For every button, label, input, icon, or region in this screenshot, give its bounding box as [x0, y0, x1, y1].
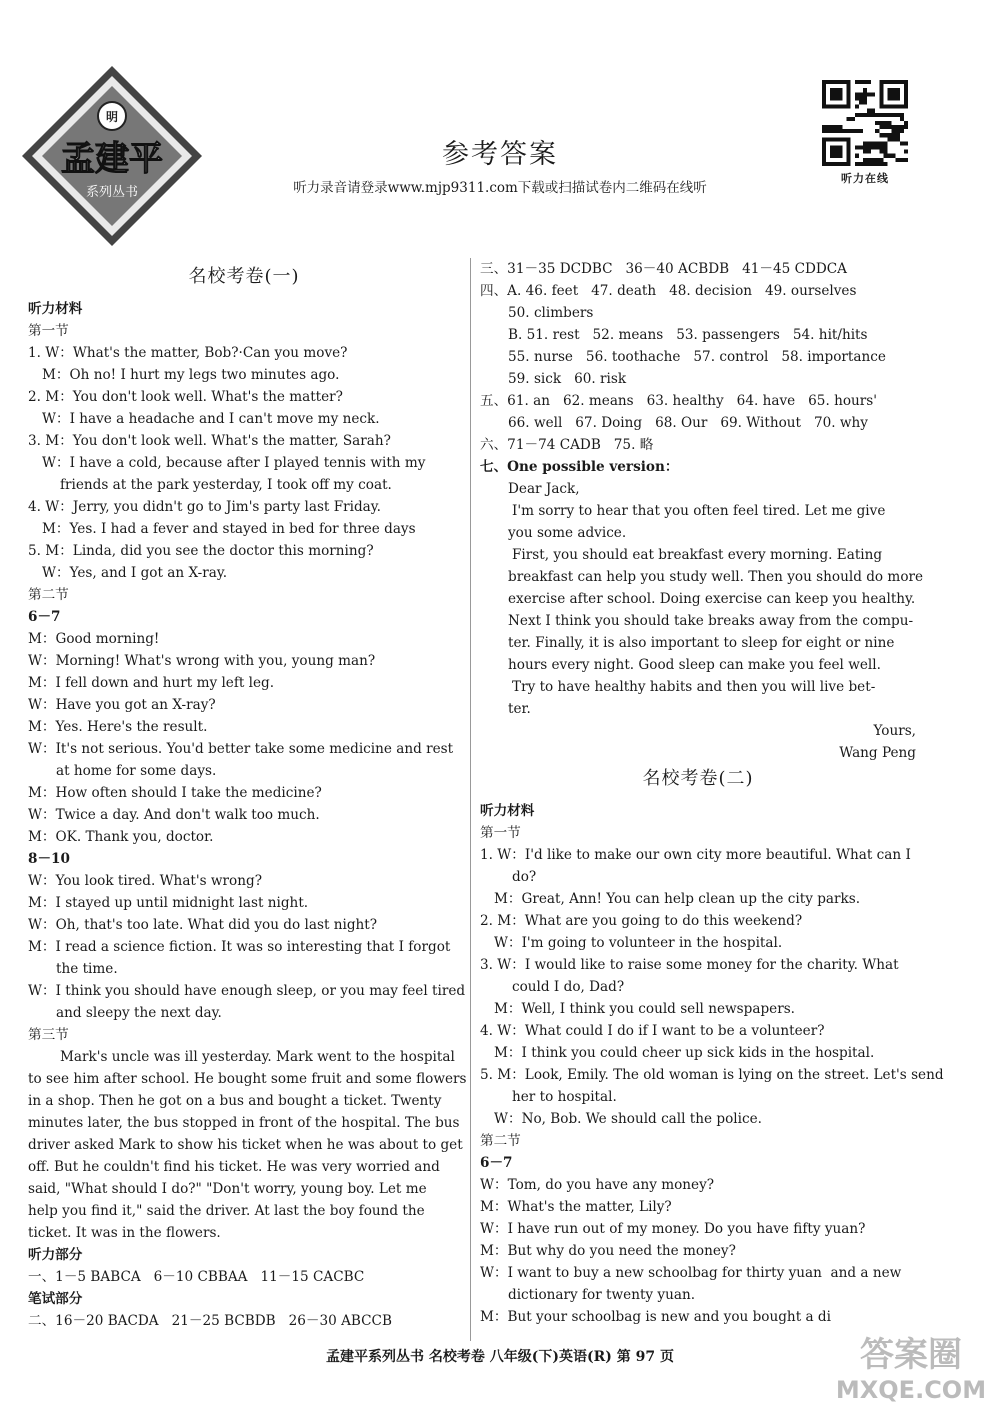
text-line: 5. M：Look, Emily. The old woman is lying on the street. Let's send — [480, 1067, 944, 1083]
text-line: W：Have you got an X-ray? — [28, 697, 216, 713]
page-footer: 孟建平系列丛书 名校考卷 八年级(下)英语(R) 第 97 页 — [326, 1349, 674, 1365]
text-line: W：Tom, do you have any money? — [480, 1177, 715, 1193]
text-line: in a shop. Then he got on a bus and bought a ticket. Twenty — [28, 1093, 442, 1109]
text-line: 第三节 — [28, 1027, 69, 1043]
text-line: friends at the park yesterday, I took off my coat. — [60, 477, 392, 493]
text-line: to see him after school. He bought some fruit and some flowers — [28, 1071, 467, 1087]
text-line: W：I want to buy a new schoolbag for thirty yuan and a new — [480, 1265, 902, 1281]
publisher-logo — [18, 62, 206, 250]
text-line: off. But he couldn't find his ticket. He was very worried and — [28, 1159, 440, 1175]
column-divider — [470, 258, 471, 1341]
text-line: I'm sorry to hear that you often feel tired. Let me give — [512, 503, 886, 519]
text-line: 4. W：What could I do if I want to be a volunteer? — [480, 1023, 825, 1039]
text-line: 3. W：I would like to raise some money for the charity. What — [480, 957, 899, 973]
text-line: W：I have run out of my money. Do you have fifty yuan? — [480, 1221, 866, 1237]
text-line: First, you should eat breakfast every morning. Eating — [512, 547, 883, 563]
text-line: Wang Peng — [839, 745, 916, 761]
audio-notice: 听力录音请登录www.mjp9311.com下载或扫描试卷内二维码在线听 — [293, 180, 707, 196]
text-line: 三、31－35 DCDBC 36－40 ACBDB 41－45 CDDCA — [480, 261, 847, 277]
text-line: W：No, Bob. We should call the police. — [494, 1111, 762, 1127]
text-line: 六、71－74 CADB 75. 略 — [480, 437, 654, 453]
text-line: 4. W：Jerry, you didn't go to Jim's party last Friday. — [28, 499, 381, 515]
text-line: M：I fell down and hurt my left leg. — [28, 675, 275, 691]
text-line: M：Good morning! — [28, 631, 160, 647]
text-line: 四、A. 46. feet 47. death 48. decision 49. ourselves — [480, 283, 857, 299]
text-line: W：I'm going to volunteer in the hospital. — [494, 935, 783, 951]
text-line: the time. — [56, 961, 118, 977]
text-line: 1. W：What's the matter, Bob?·Can you move? — [28, 345, 348, 361]
text-line: 五、61. an 62. means 63. healthy 64. have 65. hours' — [480, 393, 878, 409]
svg-text:MXQE.COM: MXQE.COM — [835, 1376, 987, 1404]
watermark-logo — [826, 1326, 996, 1406]
text-line: Mark's uncle was ill yesterday. Mark went to the hospital — [60, 1049, 455, 1065]
left-column — [28, 262, 467, 1332]
text-line: 第二节 — [28, 587, 69, 603]
text-line: W：It's not serious. You'd better take some medicine and rest — [28, 741, 454, 757]
text-line: Next I think you should take breaks away from the compu- — [508, 613, 914, 629]
text-line: M：How often should I take the medicine? — [28, 785, 322, 801]
logo-subtext: 系列丛书 — [85, 185, 139, 200]
text-line: M：Well, I think you could sell newspapers. — [494, 1001, 795, 1017]
text-line: M：Oh no! I hurt my legs two minutes ago. — [42, 367, 340, 383]
text-line: B. 51. rest 52. means 53. passengers 54. hit/hits — [508, 327, 868, 343]
text-line: and sleepy the next day. — [56, 1005, 222, 1021]
text-line: said, "What should I do?" "Don't worry, young boy. Let me — [28, 1181, 427, 1197]
text-line: help you find it," said the driver. At last the boy found the — [28, 1203, 425, 1219]
text-line: 第一节 — [28, 323, 69, 339]
text-line: 2. M：What are you going to do this weekend? — [480, 913, 803, 929]
section-heading: 名校考卷(二) — [642, 768, 754, 789]
text-line: you some advice. — [508, 525, 627, 541]
text-line: driver asked Mark to show his ticket when he was about to get — [28, 1137, 463, 1153]
text-line: ter. Finally, it is also important to sleep for eight or nine — [508, 635, 895, 651]
text-line: Try to have healthy habits and then you will live bet- — [512, 679, 876, 695]
text-line: breakfast can help you study well. Then you should do more — [508, 569, 924, 585]
text-line: M：Yes. I had a fever and stayed in bed for three days — [42, 521, 416, 537]
text-line: W：Oh, that's too late. What did you do last night? — [28, 917, 378, 933]
text-line: M：What's the matter, Lily? — [480, 1199, 672, 1215]
text-line: ticket. It was in the flowers. — [28, 1225, 221, 1241]
text-line: W：You look tired. What's wrong? — [28, 873, 262, 889]
text-line: exercise after school. Doing exercise can keep you healthy. — [508, 591, 916, 607]
text-line: 1. W：I'd like to make our own city more beautiful. What can I — [480, 847, 911, 863]
text-line: Dear Jack, — [508, 481, 580, 497]
text-line: M：I read a science fiction. It was so interesting that I forgot — [28, 939, 451, 955]
text-line: W：I have a headache and I can't move my neck. — [42, 411, 380, 427]
text-line: 七、One possible version： — [480, 459, 679, 475]
text-line: 笔试部分 — [28, 1291, 83, 1307]
text-line: W：Yes, and I got an X-ray. — [42, 565, 228, 581]
text-line: 第一节 — [480, 825, 521, 841]
text-line: 50. climbers — [508, 305, 594, 321]
text-line: W：I think you should have enough sleep, or you may feel tired — [28, 983, 466, 999]
text-line: M：I think you could cheer up sick kids in the hospital. — [494, 1045, 875, 1061]
text-line: her to hospital. — [512, 1089, 617, 1105]
text-line: 听力材料 — [28, 301, 83, 317]
text-line: 8－10 — [28, 851, 70, 867]
text-line: 6－7 — [480, 1155, 513, 1171]
text-line: 5. M：Linda, did you see the doctor this morning? — [28, 543, 374, 559]
text-line: M：OK. Thank you, doctor. — [28, 829, 214, 845]
text-line: 3. M：You don't look well. What's the matter, Sarah? — [28, 433, 391, 449]
text-line: W：Morning! What's wrong with you, young man? — [28, 653, 376, 669]
svg-text:明: 明 — [105, 110, 119, 124]
text-line: ter. — [508, 701, 531, 717]
text-line: W：I have a cold, because after I played tennis with my — [42, 455, 426, 471]
text-line: Yours, — [873, 723, 916, 739]
section-heading: 名校考卷(一) — [188, 266, 300, 287]
text-line: 听力部分 — [28, 1247, 83, 1263]
text-line: 听力材料 — [480, 803, 535, 819]
text-line: 一、1－5 BABCA 6－10 CBBAA 11－15 CACBC — [28, 1269, 365, 1285]
text-line: M：But your schoolbag is new and you bought a di — [480, 1309, 831, 1325]
text-line: 第二节 — [480, 1133, 521, 1149]
text-line: dictionary for twenty yuan. — [508, 1287, 696, 1303]
text-line: W：Twice a day. And don't walk too much. — [28, 807, 320, 823]
text-line: 59. sick 60. risk — [508, 371, 627, 387]
svg-text:答案圈: 答案圈 — [860, 1335, 962, 1375]
text-line: at home for some days. — [56, 763, 217, 779]
text-line: M：But why do you need the money? — [480, 1243, 736, 1259]
text-line: M：I stayed up until midnight last night. — [28, 895, 309, 911]
text-line: 55. nurse 56. toothache 57. control 58. importance — [508, 349, 886, 365]
text-line: M：Yes. Here's the result. — [28, 719, 208, 735]
text-line: could I do, Dad? — [512, 979, 625, 995]
qr-code[interactable] — [822, 80, 908, 166]
qr-caption: 听力在线 — [841, 172, 889, 185]
text-line: hours every night. Good sleep can make you feel well. — [508, 657, 881, 673]
text-line: 二、16－20 BACDA 21－25 BCBDB 26－30 ABCCB — [28, 1313, 392, 1329]
text-line: 66. well 67. Doing 68. Our 69. Without 70. why — [508, 415, 868, 431]
text-line: 6－7 — [28, 609, 61, 625]
logo-text: 孟建平 — [61, 139, 163, 179]
text-line: do? — [512, 869, 537, 885]
right-column — [480, 258, 944, 1328]
text-line: 2. M：You don't look well. What's the matter? — [28, 389, 343, 405]
page-title: 参考答案 — [442, 139, 558, 170]
text-line: M：Great, Ann! You can help clean up the city parks. — [494, 891, 861, 907]
text-line: minutes later, the bus stopped in front of the hospital. The bus — [28, 1115, 460, 1131]
